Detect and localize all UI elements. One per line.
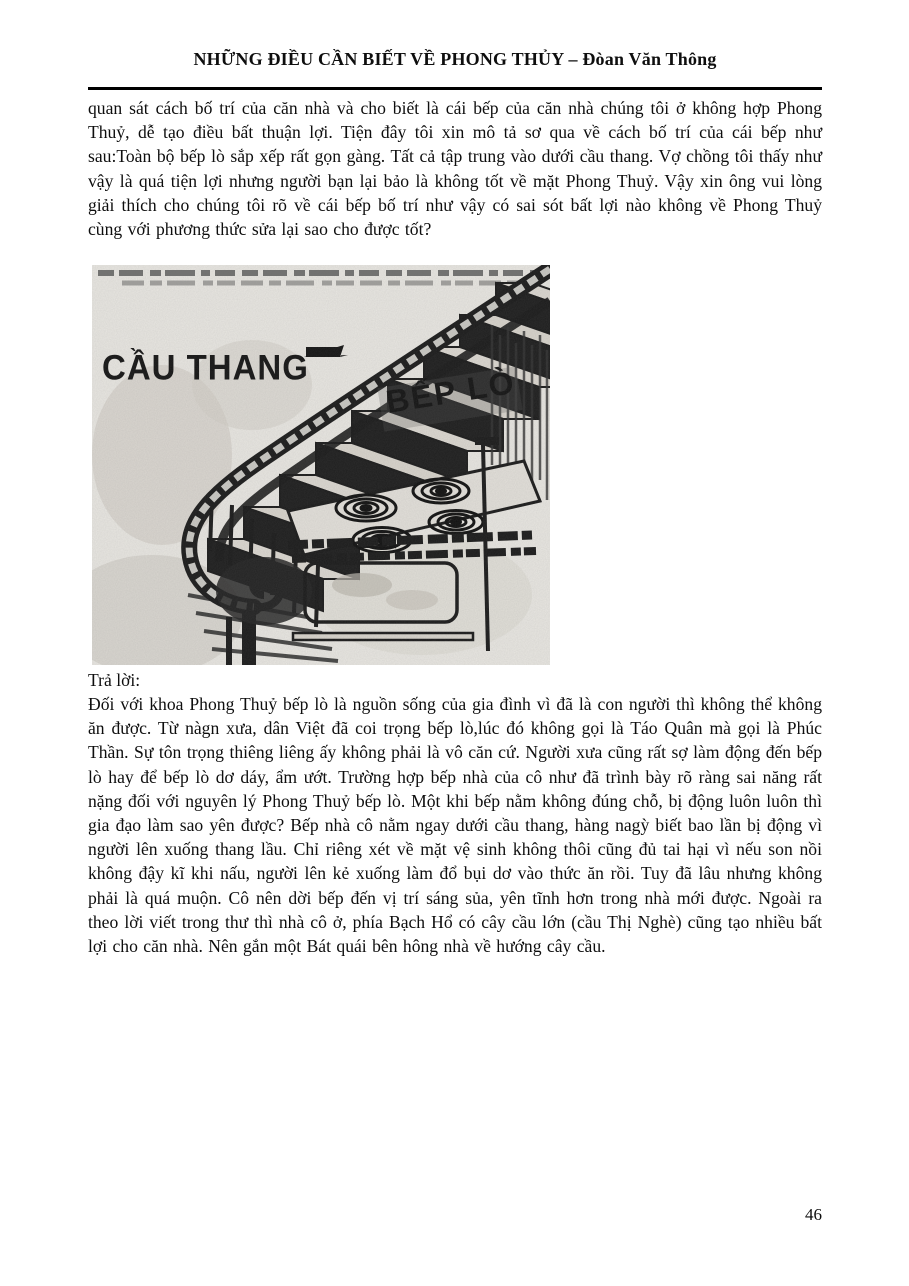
page-title: NHỮNG ĐIỀU CẦN BIẾT VỀ PHONG THỦY – Đòan Văn Thông bbox=[193, 49, 717, 69]
answer-label: Trả lời: bbox=[88, 670, 141, 690]
answer-paragraph: Đối với khoa Phong Thuỷ bếp lò là nguồn sống của gia đình vì đã là con người thì không thể không ăn được. Từ nàgn xưa, dân Việt đã coi trọng bếp lò,lúc đó không gọi là Táo Quân mà gọi là Phúc Thần. Sự tôn trọng thiêng liêng ấy không phải là vô căn cứ. Người xưa cũng rất sợ làm động đến bếp lò hay để bếp lò dơ dáy, ẩm ướt. Trường hợp bếp nhà của cô như đã trình bày rõ ràng sai năng rất nặng đối với nguyên lý Phong Thuỷ bếp lò. Một khi bếp nằm không đúng chỗ, bị động luôn luôn thì gia đạo làm sao yên được? Bếp nhà cô nằm ngay dưới cầu thang, hàng nagỳ biết bao lần bị động vì người lên xuống thang lầu. Chỉ riêng xét về mặt vệ sinh không thôi cũng đủ tai hại vì nếu son nồi không đậy kĩ khi nấu, người lên kẻ xuống làm đổ bụi dơ vào thức ăn rồi. Tuy đã lâu nhưng không phải là quá muộn. Cô nên dời bếp đến vị trí sáng sủa, yên tĩnh hơn trong nhà mới được. Ngoài ra theo lời viết trong thư thì nhà cô ở, phía Bạch Hổ có cây cầu lớn (cầu Thị Nghè) cũng tạo nhiều bất lợi cho căn nhà. Nên gắn một Bát quái bên hông nhà về hướng cây cầu. bbox=[88, 694, 822, 957]
page-number: 46 bbox=[805, 1205, 822, 1224]
illustration-stove-under-staircase bbox=[92, 265, 550, 665]
question-paragraph: quan sát cách bố trí của căn nhà và cho biết là cái bếp của căn nhà chúng tôi ở không hợp Phong Thuỷ, dễ tạo điều bất thuận lợi. Tiện đây tôi xin mô tả sơ qua về cách bố trí của cái bếp như sau:Toàn bộ bếp lò sắp xếp rất gọn gàng. Tất cả tập trung vào dưới cầu thang. Vợ chồng tôi thấy như vậy là quá tiện lợi nhưng người bạn lại bảo là không tốt về mặt Phong Thuỷ. Vậy xin ông vui lòng giải thích cho chúng tôi rõ về cái bếp bố trí như vậy có sai sót bất lợi nào không về Phong Thuỷ cùng với phương thức sửa lại sao cho được tốt? bbox=[88, 98, 822, 240]
grain-overlay bbox=[92, 265, 550, 665]
header-divider bbox=[88, 87, 822, 90]
staircase-stove-drawing bbox=[92, 265, 550, 665]
